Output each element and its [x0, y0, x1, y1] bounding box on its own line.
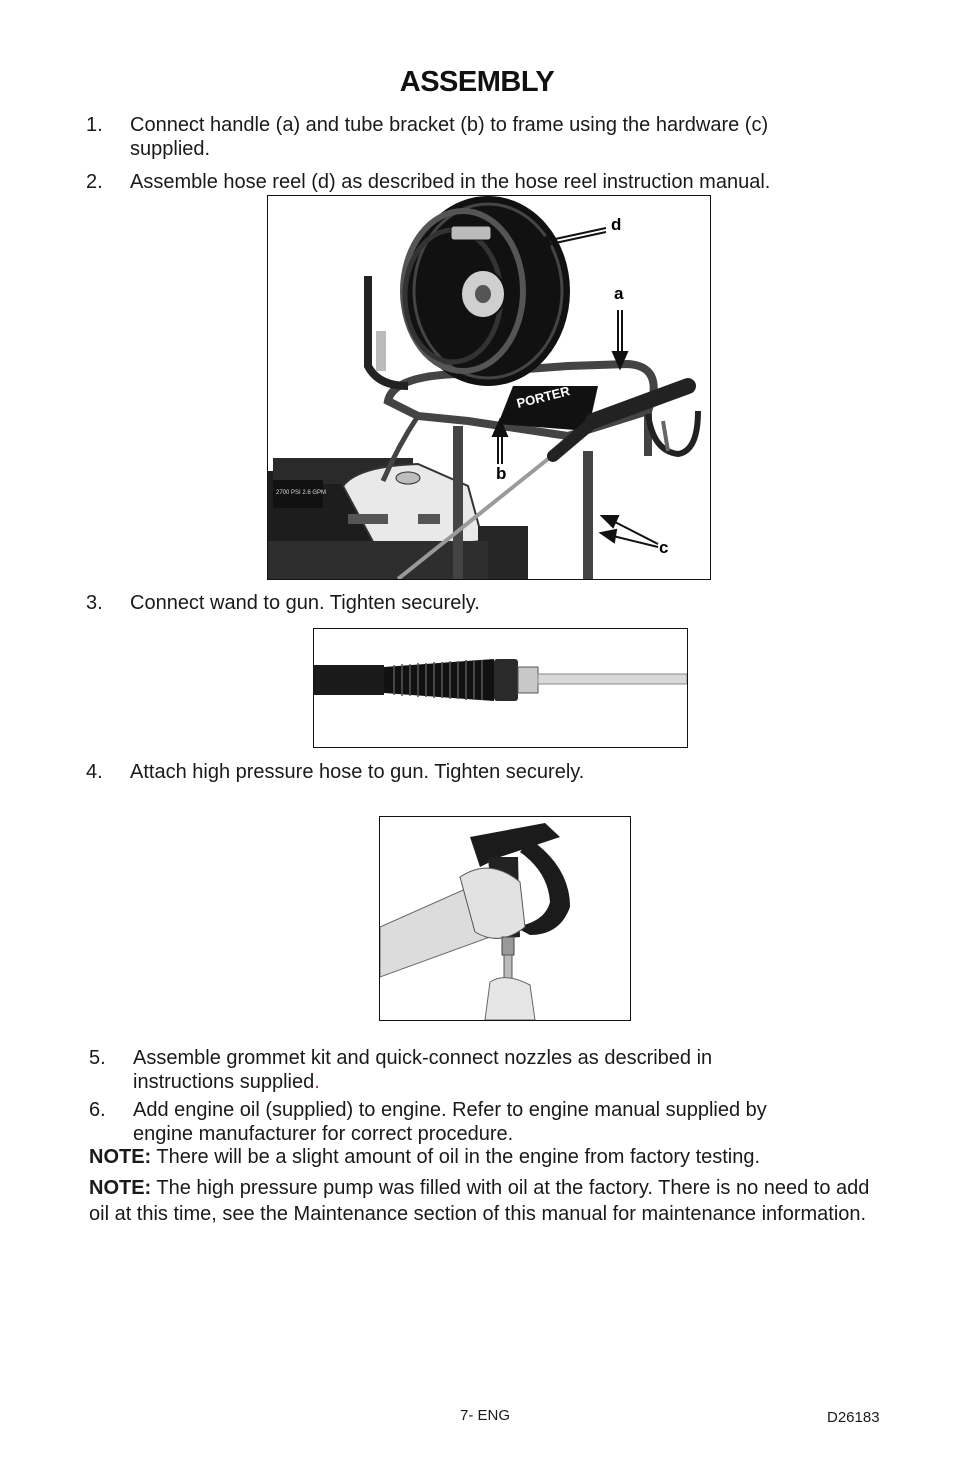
note-2 [89, 1175, 889, 1227]
label-a: a [614, 284, 624, 303]
step-text-cont-main: instructions supplied [133, 1071, 315, 1093]
note-label: NOTE: [89, 1177, 152, 1199]
step-5 [89, 1046, 889, 1096]
hose-reel-illustration [368, 196, 570, 386]
step-3 [86, 591, 886, 615]
label-b: b [496, 464, 507, 483]
note-text: There will be a slight amount of oil in the engine from factory testing. [151, 1146, 761, 1168]
step-number: 5. [89, 1047, 106, 1069]
step-text: Connect handle (a) and tube bracket (b) to frame using the hardware (c) [130, 114, 769, 136]
figure-hose-to-gun [379, 816, 631, 1021]
page-title: ASSEMBLY [399, 66, 555, 98]
note-text: The high pressure pump was filled with oil at the factory. There is no need to add oil at this time, see the Maintenance section of this manual for maintenance information. [89, 1177, 870, 1225]
engine-illustration [268, 458, 528, 579]
step-text: Attach high pressure hose to gun. Tighten securely. [130, 761, 585, 783]
step-4 [86, 760, 886, 784]
label-c: c [659, 538, 669, 557]
step-number: 6. [89, 1099, 106, 1121]
step-number: 3. [86, 592, 103, 614]
step-text-period: . [314, 1071, 320, 1093]
label-d: d [611, 215, 622, 234]
step-text-cont [133, 1070, 320, 1094]
step-text: Assemble hose reel (d) as described in the hose reel instruction manual. [130, 171, 771, 193]
figure-pressure-washer [267, 195, 711, 580]
step-6 [89, 1098, 889, 1148]
wand-illustration [314, 659, 687, 701]
page-number: 7- ENG [460, 1407, 511, 1424]
figure-wand-connection [313, 628, 688, 748]
step-text: Connect wand to gun. Tighten securely. [130, 592, 480, 614]
step-number: 4. [86, 761, 103, 783]
step-number: 1. [86, 114, 103, 136]
step-text: Add engine oil (supplied) to engine. Refer to engine manual supplied by [133, 1099, 767, 1121]
step-text: Assemble grommet kit and quick-connect nozzles as described in [133, 1047, 713, 1069]
step-1 [86, 113, 886, 163]
brand-text: PORTER [515, 383, 572, 411]
gun-hand-illustration [380, 823, 570, 1020]
step-text-cont: supplied. [130, 138, 211, 160]
document-code: D26183 [827, 1409, 880, 1426]
step-2 [86, 170, 886, 194]
engine-tag: 2700 PSI 2.6 GPM [276, 490, 327, 496]
note-1 [89, 1144, 889, 1170]
step-text-cont: engine manufacturer for correct procedure. [133, 1123, 514, 1145]
note-label: NOTE: [89, 1146, 152, 1168]
step-number: 2. [86, 171, 103, 193]
